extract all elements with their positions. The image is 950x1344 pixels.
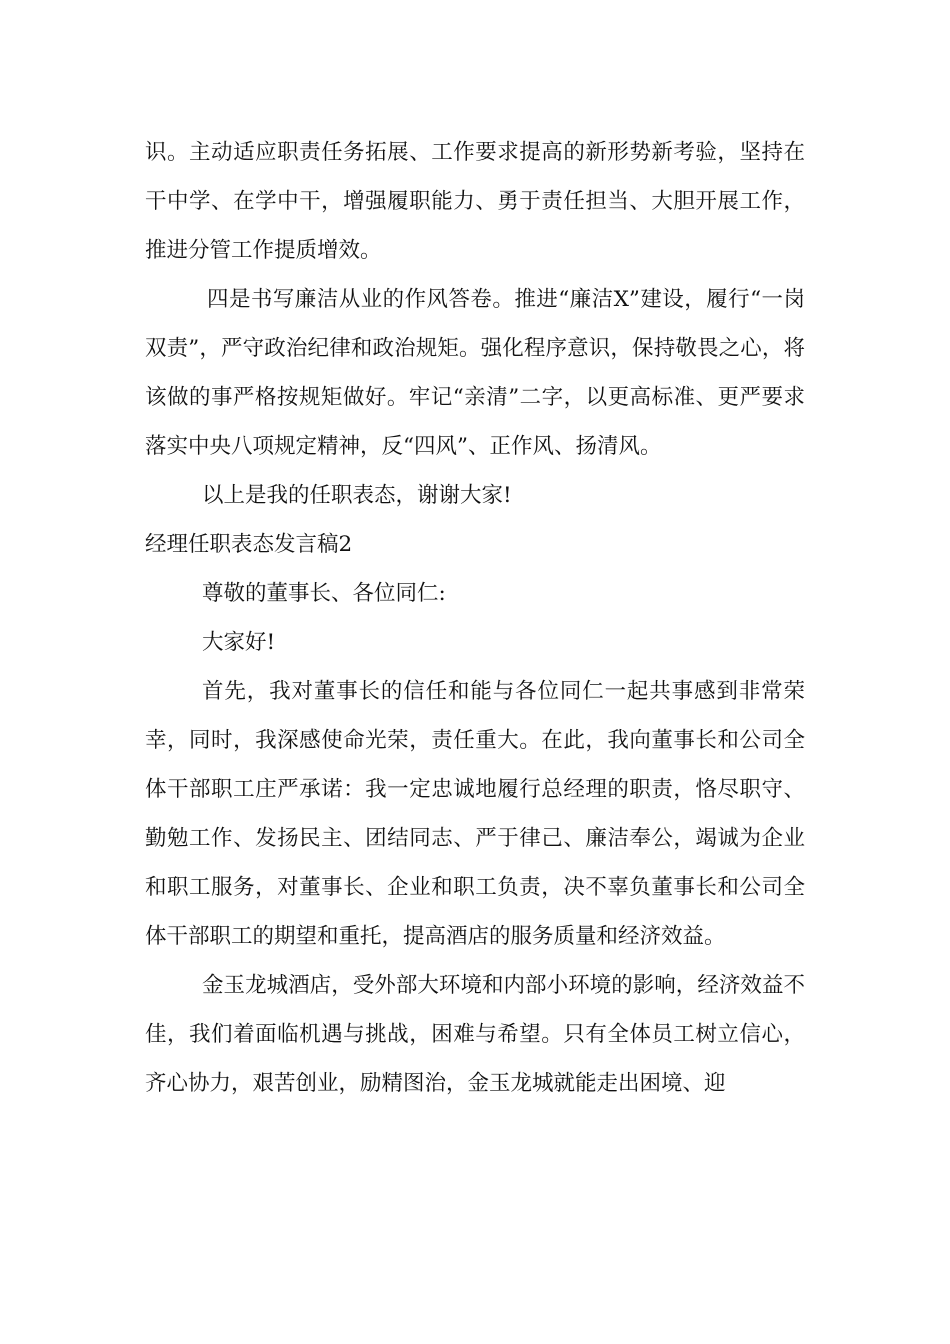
continuation-paragraph: 识。主动适应职责任务拓展、工作要求提高的新形势新考验，坚持在干中学、在学中干，增强履职能力、勇于责任担当、大胆开展工作，推进分管工作提质增效。 bbox=[145, 140, 805, 263]
greeting-paragraph: 大家好! bbox=[202, 630, 276, 655]
closing-paragraph: 以上是我的任职表态，谢谢大家! bbox=[202, 483, 512, 508]
commitment-paragraph: 首先，我对董事长的信任和能与各位同仁一起共事感到非常荣幸，同时，我深感使命光荣，责任重大。在此，我向董事长和公司全体干部职工庄严承诺：我一定忠诚地履行总经理的职责，恪尽职守、勤勉工作、发扬民主、团结同志、严于律己、廉洁奉公，竭诚为企业和职工服务，对董事长、企业和职工负责，决不辜负董事长和公司全体干部职工的期望和重托，提高酒店的服务质量和经济效益。 bbox=[145, 679, 805, 949]
salutation-paragraph: 尊敬的董事长、各位同仁: bbox=[202, 581, 446, 606]
point-four-paragraph: 四是书写廉洁从业的作风答卷。推进“廉洁X”建设，履行“一岗双责”，严守政治纪律和政治规矩。强化程序意识，保持敬畏之心，将该做的事严格按规矩做好。牢记“亲清”二字，以更高标准、更严要求落实中央八项规定精神，反“四风”、正作风、扬清风。 bbox=[145, 287, 805, 459]
hotel-situation-paragraph: 金玉龙城酒店，受外部大环境和内部小环境的影响，经济效益不佳，我们着面临机遇与挑战，困难与希望。只有全体员工树立信心，齐心协力，艰苦创业，励精图治，金玉龙城就能走出困境、迎 bbox=[145, 973, 805, 1096]
document-body bbox=[145, 128, 805, 1108]
section-heading: 经理任职表态发言稿2 bbox=[145, 532, 353, 557]
